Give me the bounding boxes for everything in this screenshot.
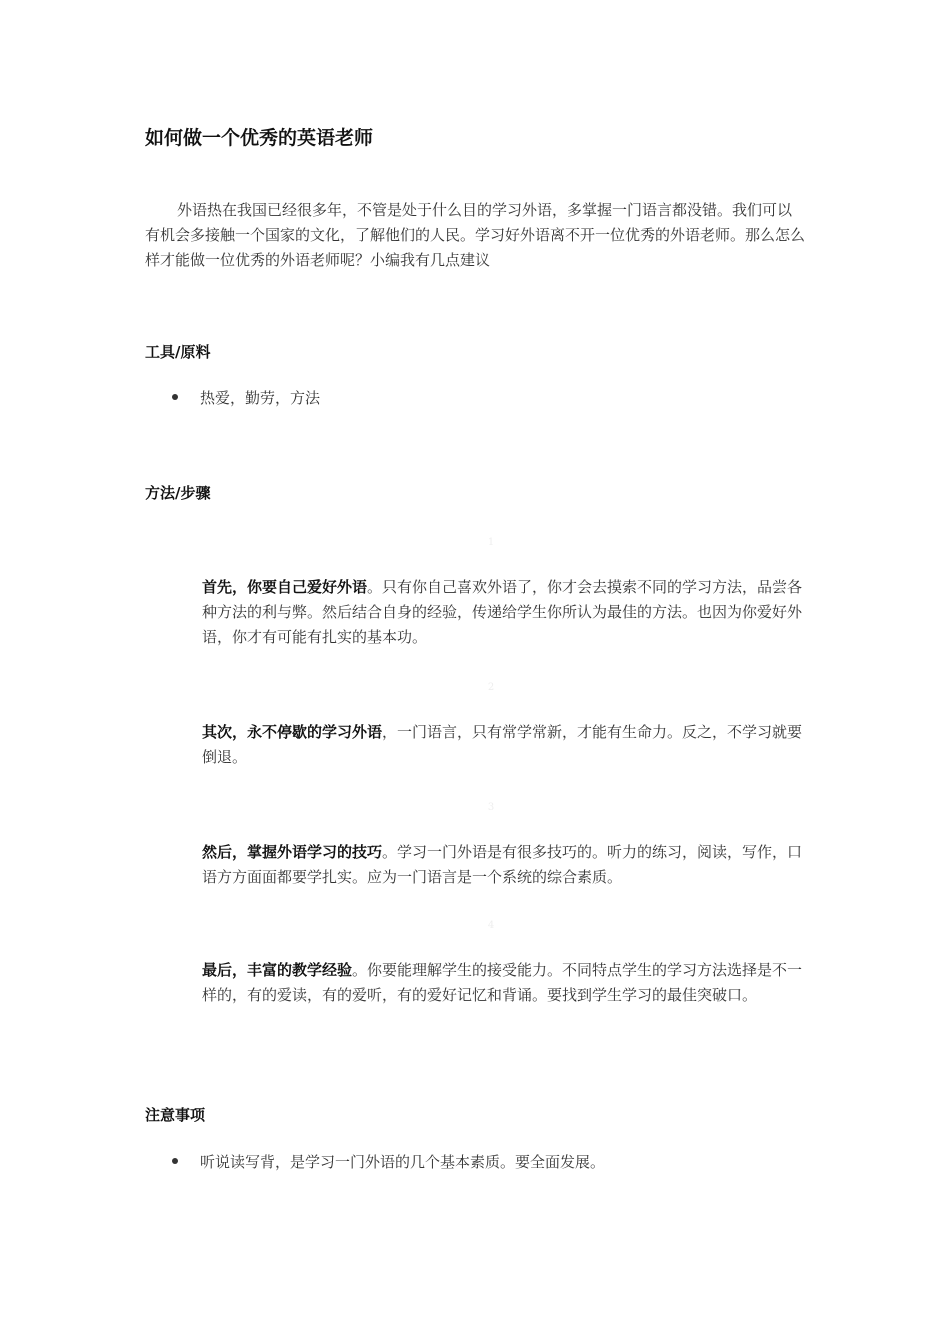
step-item <box>202 575 810 650</box>
tools-heading: 工具/原料 <box>145 343 211 361</box>
step-item <box>202 720 810 770</box>
step-item <box>202 840 810 890</box>
notes-list-item <box>172 1150 605 1174</box>
step-bold-lead: 其次，永不停歇的学习外语 <box>202 723 383 741</box>
bullet-icon <box>172 394 178 400</box>
notes-heading: 注意事项 <box>145 1106 206 1124</box>
steps-heading: 方法/步骤 <box>145 484 211 502</box>
step-bold-lead: 首先，你要自己爱好外语 <box>202 578 368 596</box>
step-number: 3 <box>487 802 495 813</box>
notes-item-text: 听说读写背，是学习一门外语的几个基本素质。要全面发展。 <box>200 1153 606 1171</box>
bullet-icon <box>172 1158 178 1164</box>
tools-list-item <box>172 386 320 410</box>
step-bold-lead: 最后，丰富的教学经验 <box>202 961 353 979</box>
step-text: 。只有你自己喜欢外语了，你才会去摸索不同的学习方法，品尝各种方法的利与弊。然后结合自身的经验，传递给学生你所认为最佳的方法。也因为你爱好外语，你才有可能有扎实的基本功。 <box>202 578 803 646</box>
page-title: 如何做一个优秀的英语老师 <box>145 127 374 149</box>
step-number: 2 <box>487 682 495 693</box>
step-text: ，一门语言，只有常学常新，才能有生命力。反之，不学习就要倒退。 <box>202 723 803 766</box>
step-text: 。学习一门外语是有很多技巧的。听力的练习，阅读，写作，口语方方面面都要学扎实。应为一门语言是一个系统的综合素质。 <box>202 843 803 886</box>
step-number: 1 <box>487 537 495 548</box>
step-item <box>202 958 810 1008</box>
step-number: 4 <box>487 920 495 931</box>
tools-item-text: 热爱，勤劳，方法 <box>200 389 321 407</box>
step-text: 。你要能理解学生的接受能力。不同特点学生的学习方法选择是不一样的，有的爱读，有的爱听，有的爱好记忆和背诵。要找到学生学习的最佳突破口。 <box>202 961 803 1004</box>
step-bold-lead: 然后，掌握外语学习的技巧 <box>202 843 383 861</box>
intro-paragraph: 外语热在我国已经很多年，不管是处于什么目的学习外语，多掌握一门语言都没错。我们可以有机会多接触一个国家的文化，了解他们的人民。学习好外语离不开一位优秀的外语老师。那么怎么样才能做一位优秀的外语老师呢？小编我有几点建议 <box>145 201 806 269</box>
